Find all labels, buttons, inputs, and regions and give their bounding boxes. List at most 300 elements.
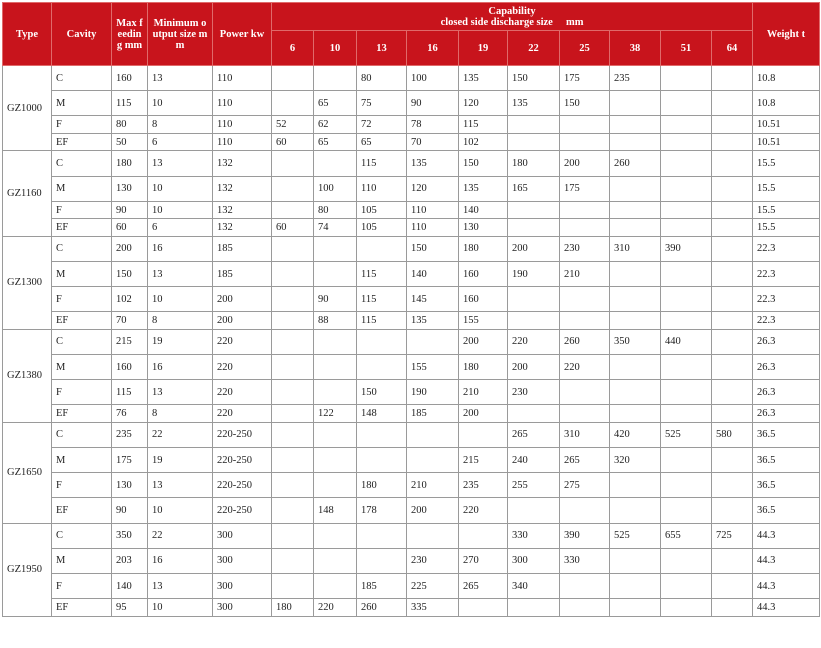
capability-cell: 220	[314, 599, 357, 617]
capability-cell	[712, 448, 753, 473]
max-feeding-cell: 350	[112, 523, 148, 548]
table-row	[3, 201, 820, 219]
capability-cell	[272, 66, 314, 91]
capability-cell	[661, 201, 712, 219]
cavity-cell: EF	[52, 599, 112, 617]
capability-cell: 70	[407, 133, 459, 151]
capability-cell: 148	[314, 498, 357, 523]
cavity-cell: C	[52, 236, 112, 261]
capability-cell	[661, 151, 712, 176]
capability-cell	[314, 448, 357, 473]
power-cell: 110	[213, 133, 272, 151]
min-output-cell: 8	[148, 405, 213, 423]
max-feeding-cell: 76	[112, 405, 148, 423]
capability-cell: 180	[459, 236, 508, 261]
type-cell: GZ1000	[3, 66, 52, 151]
power-cell: 110	[213, 91, 272, 116]
table-row	[3, 176, 820, 201]
capability-cell	[560, 498, 610, 523]
capability-cell	[560, 380, 610, 405]
max-feeding-cell: 70	[112, 312, 148, 330]
table-row	[3, 219, 820, 237]
cavity-cell: EF	[52, 219, 112, 237]
power-cell: 110	[213, 66, 272, 91]
power-cell: 220-250	[213, 498, 272, 523]
power-cell: 185	[213, 261, 272, 286]
power-cell: 300	[213, 599, 272, 617]
capability-cell	[560, 201, 610, 219]
max-feeding-cell: 160	[112, 66, 148, 91]
capability-cell: 135	[459, 66, 508, 91]
capability-cell: 220	[459, 498, 508, 523]
capability-cell: 185	[407, 405, 459, 423]
table-row	[3, 261, 820, 286]
capability-cell	[712, 133, 753, 151]
capability-cell: 120	[407, 176, 459, 201]
capability-cell	[357, 236, 407, 261]
max-feeding-cell: 95	[112, 599, 148, 617]
table-row	[3, 473, 820, 498]
capability-cell	[508, 133, 560, 151]
capability-cell	[314, 548, 357, 573]
capability-cell: 140	[459, 201, 508, 219]
capability-cell	[661, 473, 712, 498]
capability-cell	[272, 287, 314, 312]
cavity-cell: F	[52, 574, 112, 599]
max-feeding-cell: 60	[112, 219, 148, 237]
table-row	[3, 405, 820, 423]
header-size-51: 51	[661, 31, 712, 66]
capability-cell: 525	[661, 422, 712, 447]
capability-cell	[459, 523, 508, 548]
capability-cell	[661, 219, 712, 237]
min-output-cell: 10	[148, 599, 213, 617]
weight-cell: 44.3	[753, 599, 820, 617]
cavity-cell: M	[52, 448, 112, 473]
capability-cell	[661, 405, 712, 423]
capability-cell: 150	[560, 91, 610, 116]
capability-cell: 90	[314, 287, 357, 312]
capability-cell: 175	[560, 66, 610, 91]
capability-cell	[272, 523, 314, 548]
capability-cell	[610, 548, 661, 573]
capability-cell	[712, 548, 753, 573]
min-output-cell: 13	[148, 261, 213, 286]
table-row	[3, 448, 820, 473]
power-cell: 220-250	[213, 422, 272, 447]
capability-cell	[661, 66, 712, 91]
table-row	[3, 380, 820, 405]
weight-cell: 44.3	[753, 548, 820, 573]
min-output-cell: 10	[148, 498, 213, 523]
capability-cell	[357, 329, 407, 354]
min-output-cell: 6	[148, 219, 213, 237]
capability-cell: 135	[407, 312, 459, 330]
capability-cell: 725	[712, 523, 753, 548]
header-max-feeding: Max feeding mm	[112, 3, 148, 66]
capability-cell: 275	[560, 473, 610, 498]
capability-cell: 330	[508, 523, 560, 548]
capability-cell: 200	[459, 405, 508, 423]
table-body	[3, 66, 820, 617]
weight-cell: 26.3	[753, 380, 820, 405]
weight-cell: 15.5	[753, 151, 820, 176]
power-cell: 200	[213, 287, 272, 312]
capability-cell: 220	[560, 355, 610, 380]
capability-cell: 180	[459, 355, 508, 380]
header-weight: Weight t	[753, 3, 820, 66]
header-capability-title: Capability	[488, 5, 536, 17]
capability-cell	[314, 422, 357, 447]
table-row	[3, 574, 820, 599]
capability-cell: 74	[314, 219, 357, 237]
capability-cell	[610, 498, 661, 523]
capability-cell: 110	[357, 176, 407, 201]
min-output-cell: 13	[148, 473, 213, 498]
capability-cell	[357, 355, 407, 380]
weight-cell: 26.3	[753, 355, 820, 380]
capability-cell: 265	[560, 448, 610, 473]
weight-cell: 36.5	[753, 498, 820, 523]
weight-cell: 36.5	[753, 448, 820, 473]
capability-cell	[661, 133, 712, 151]
header-cavity: Cavity	[52, 3, 112, 66]
capability-cell: 102	[459, 133, 508, 151]
capability-cell	[508, 599, 560, 617]
capability-cell	[610, 176, 661, 201]
capability-cell: 350	[610, 329, 661, 354]
max-feeding-cell: 140	[112, 574, 148, 599]
min-output-cell: 16	[148, 355, 213, 380]
table-row	[3, 151, 820, 176]
capability-cell	[610, 405, 661, 423]
capability-cell	[357, 548, 407, 573]
power-cell: 110	[213, 116, 272, 134]
capability-cell: 200	[459, 329, 508, 354]
capability-cell: 150	[357, 380, 407, 405]
capability-cell	[357, 523, 407, 548]
min-output-cell: 13	[148, 574, 213, 599]
capability-cell: 140	[407, 261, 459, 286]
header-capability-subtitle: closed side discharge size mm	[440, 16, 584, 28]
table-row	[3, 312, 820, 330]
capability-cell	[314, 66, 357, 91]
capability-cell	[314, 380, 357, 405]
capability-cell	[712, 176, 753, 201]
capability-cell: 190	[407, 380, 459, 405]
capability-cell	[560, 116, 610, 134]
capability-cell	[560, 219, 610, 237]
power-cell: 220	[213, 380, 272, 405]
max-feeding-cell: 115	[112, 91, 148, 116]
cavity-cell: F	[52, 116, 112, 134]
cavity-cell: M	[52, 355, 112, 380]
max-feeding-cell: 235	[112, 422, 148, 447]
capability-cell	[357, 422, 407, 447]
cavity-cell: F	[52, 380, 112, 405]
capability-cell	[272, 448, 314, 473]
weight-cell: 10.8	[753, 91, 820, 116]
cavity-cell: C	[52, 422, 112, 447]
capability-cell	[508, 219, 560, 237]
capability-cell	[610, 116, 661, 134]
cavity-cell: EF	[52, 133, 112, 151]
capability-cell	[560, 599, 610, 617]
min-output-cell: 6	[148, 133, 213, 151]
capability-cell: 110	[407, 219, 459, 237]
weight-cell: 15.5	[753, 176, 820, 201]
capability-cell	[560, 287, 610, 312]
cavity-cell: M	[52, 176, 112, 201]
capability-cell	[314, 151, 357, 176]
capability-cell: 122	[314, 405, 357, 423]
min-output-cell: 19	[148, 329, 213, 354]
weight-cell: 10.51	[753, 133, 820, 151]
capability-cell	[560, 312, 610, 330]
capability-cell	[712, 201, 753, 219]
min-output-cell: 8	[148, 312, 213, 330]
capability-cell: 120	[459, 91, 508, 116]
capability-cell: 335	[407, 599, 459, 617]
power-cell: 132	[213, 219, 272, 237]
cavity-cell: F	[52, 473, 112, 498]
header-power: Power kw	[213, 3, 272, 66]
capability-cell	[272, 261, 314, 286]
capability-cell	[712, 380, 753, 405]
capability-cell	[560, 574, 610, 599]
capability-cell	[508, 287, 560, 312]
capability-cell: 200	[508, 355, 560, 380]
capability-cell: 160	[459, 287, 508, 312]
capability-cell	[610, 574, 661, 599]
table-row	[3, 422, 820, 447]
capability-cell: 115	[459, 116, 508, 134]
weight-cell: 36.5	[753, 422, 820, 447]
weight-cell: 44.3	[753, 523, 820, 548]
capability-cell	[314, 473, 357, 498]
capability-cell	[272, 380, 314, 405]
cavity-cell: M	[52, 91, 112, 116]
weight-cell: 15.5	[753, 201, 820, 219]
header-size-13: 13	[357, 31, 407, 66]
capability-cell	[610, 201, 661, 219]
capability-cell	[610, 473, 661, 498]
header-size-16: 16	[407, 31, 459, 66]
table-row	[3, 91, 820, 116]
capability-cell	[661, 599, 712, 617]
capability-cell: 210	[560, 261, 610, 286]
capability-cell	[610, 287, 661, 312]
capability-cell: 210	[459, 380, 508, 405]
power-cell: 300	[213, 548, 272, 573]
capability-cell	[314, 574, 357, 599]
capability-cell: 115	[357, 287, 407, 312]
weight-cell: 15.5	[753, 219, 820, 237]
capability-cell: 160	[459, 261, 508, 286]
capability-cell	[712, 151, 753, 176]
weight-cell: 44.3	[753, 574, 820, 599]
capability-cell: 165	[508, 176, 560, 201]
capability-cell	[272, 405, 314, 423]
max-feeding-cell: 200	[112, 236, 148, 261]
table-row	[3, 355, 820, 380]
min-output-cell: 13	[148, 151, 213, 176]
capability-cell: 80	[314, 201, 357, 219]
capability-cell: 60	[272, 219, 314, 237]
capability-cell	[610, 355, 661, 380]
max-feeding-cell: 90	[112, 498, 148, 523]
max-feeding-cell: 180	[112, 151, 148, 176]
capability-cell	[712, 312, 753, 330]
max-feeding-cell: 160	[112, 355, 148, 380]
capability-cell: 240	[508, 448, 560, 473]
capability-cell: 320	[610, 448, 661, 473]
capability-cell: 260	[357, 599, 407, 617]
table-row	[3, 116, 820, 134]
max-feeding-cell: 130	[112, 176, 148, 201]
min-output-cell: 8	[148, 116, 213, 134]
power-cell: 220-250	[213, 448, 272, 473]
capability-cell	[272, 329, 314, 354]
type-cell: GZ1650	[3, 422, 52, 523]
capability-cell	[407, 329, 459, 354]
power-cell: 220	[213, 405, 272, 423]
capability-cell	[712, 91, 753, 116]
cavity-cell: EF	[52, 405, 112, 423]
capability-cell: 148	[357, 405, 407, 423]
capability-cell	[560, 405, 610, 423]
capability-cell: 178	[357, 498, 407, 523]
power-cell: 132	[213, 176, 272, 201]
capability-cell: 330	[560, 548, 610, 573]
weight-cell: 22.3	[753, 236, 820, 261]
power-cell: 132	[213, 151, 272, 176]
capability-cell	[314, 236, 357, 261]
capability-cell	[610, 312, 661, 330]
capability-cell	[508, 201, 560, 219]
power-cell: 220	[213, 355, 272, 380]
capability-cell	[610, 261, 661, 286]
header-min-output: Minimum output size mm	[148, 3, 213, 66]
capability-cell: 265	[508, 422, 560, 447]
header-size-64: 64	[712, 31, 753, 66]
capability-cell: 440	[661, 329, 712, 354]
min-output-cell: 16	[148, 548, 213, 573]
capability-cell	[661, 116, 712, 134]
type-cell: GZ1950	[3, 523, 52, 616]
table-header	[3, 3, 820, 66]
capability-cell: 580	[712, 422, 753, 447]
capability-cell: 270	[459, 548, 508, 573]
capability-cell: 235	[459, 473, 508, 498]
capability-cell	[661, 312, 712, 330]
min-output-cell: 10	[148, 91, 213, 116]
capability-cell: 150	[459, 151, 508, 176]
spec-table-container	[2, 2, 819, 617]
table-row	[3, 236, 820, 261]
capability-cell: 265	[459, 574, 508, 599]
capability-cell: 145	[407, 287, 459, 312]
capability-cell: 310	[610, 236, 661, 261]
weight-cell: 36.5	[753, 473, 820, 498]
capability-cell	[712, 473, 753, 498]
capability-cell	[661, 548, 712, 573]
min-output-cell: 19	[148, 448, 213, 473]
capability-cell	[661, 261, 712, 286]
capability-cell	[272, 176, 314, 201]
capability-cell: 220	[508, 329, 560, 354]
capability-cell: 130	[459, 219, 508, 237]
weight-cell: 10.8	[753, 66, 820, 91]
capability-cell: 230	[508, 380, 560, 405]
header-type: Type	[3, 3, 52, 66]
capability-cell	[357, 448, 407, 473]
capability-cell: 200	[407, 498, 459, 523]
weight-cell: 26.3	[753, 405, 820, 423]
capability-cell	[661, 91, 712, 116]
capability-cell: 180	[508, 151, 560, 176]
header-size-25: 25	[560, 31, 610, 66]
capability-cell	[459, 599, 508, 617]
capability-cell	[272, 312, 314, 330]
weight-cell: 26.3	[753, 329, 820, 354]
capability-cell: 80	[357, 66, 407, 91]
header-size-6: 6	[272, 31, 314, 66]
capability-cell	[272, 473, 314, 498]
weight-cell: 22.3	[753, 287, 820, 312]
table-row	[3, 329, 820, 354]
capability-cell: 655	[661, 523, 712, 548]
weight-cell: 10.51	[753, 116, 820, 134]
capability-cell	[712, 405, 753, 423]
max-feeding-cell: 130	[112, 473, 148, 498]
capability-cell: 200	[560, 151, 610, 176]
capability-cell: 135	[407, 151, 459, 176]
min-output-cell: 22	[148, 523, 213, 548]
capability-cell	[610, 91, 661, 116]
power-cell: 220	[213, 329, 272, 354]
capability-cell	[610, 380, 661, 405]
power-cell: 300	[213, 523, 272, 548]
cavity-cell: F	[52, 201, 112, 219]
capability-cell: 190	[508, 261, 560, 286]
min-output-cell: 10	[148, 201, 213, 219]
cavity-cell: EF	[52, 498, 112, 523]
capability-cell	[407, 422, 459, 447]
capability-cell	[508, 405, 560, 423]
capability-cell	[407, 448, 459, 473]
capability-cell: 105	[357, 201, 407, 219]
min-output-cell: 13	[148, 380, 213, 405]
capability-cell	[508, 116, 560, 134]
type-cell: GZ1380	[3, 329, 52, 422]
capability-cell	[661, 574, 712, 599]
max-feeding-cell: 150	[112, 261, 148, 286]
capability-cell: 100	[314, 176, 357, 201]
power-cell: 132	[213, 201, 272, 219]
capability-cell	[610, 219, 661, 237]
capability-cell	[661, 448, 712, 473]
capability-cell	[661, 498, 712, 523]
header-size-10: 10	[314, 31, 357, 66]
min-output-cell: 10	[148, 287, 213, 312]
capability-cell	[661, 355, 712, 380]
max-feeding-cell: 175	[112, 448, 148, 473]
capability-cell	[712, 498, 753, 523]
power-cell: 220-250	[213, 473, 272, 498]
capability-cell	[314, 523, 357, 548]
header-capability	[272, 3, 753, 31]
